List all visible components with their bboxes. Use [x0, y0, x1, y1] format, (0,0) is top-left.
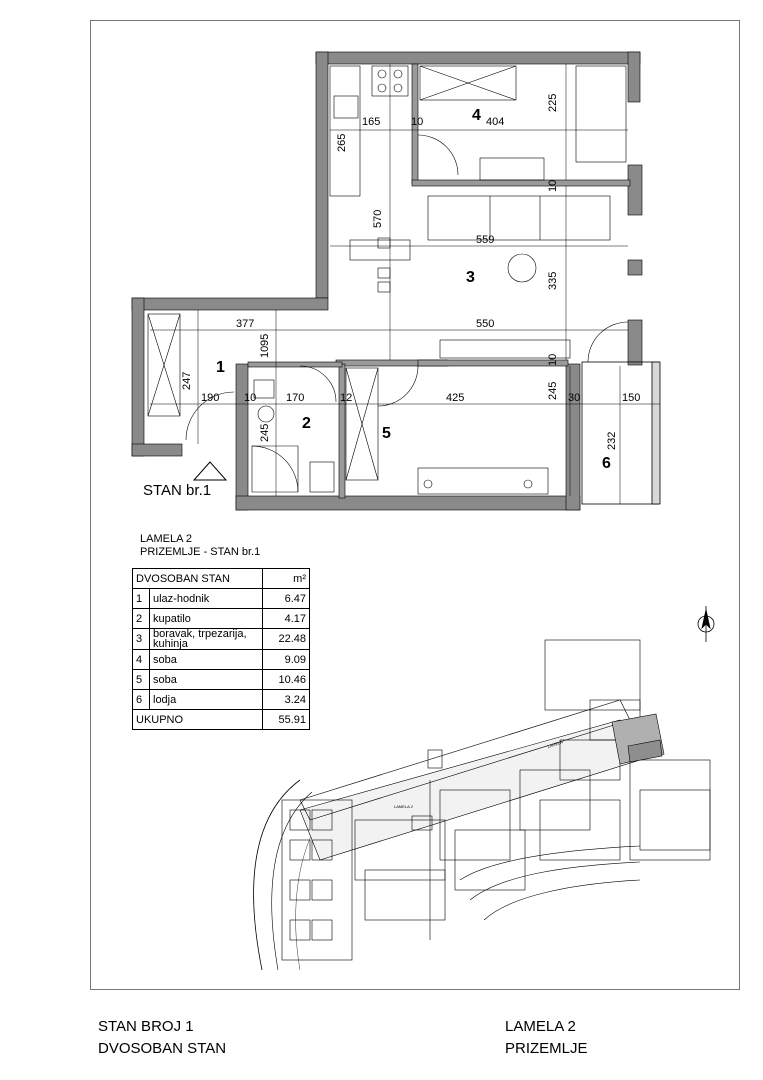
wall-room5-right	[566, 364, 580, 510]
washing-machine	[310, 462, 334, 492]
dim-label: 10	[411, 116, 424, 128]
north-arrow-icon	[698, 606, 714, 642]
row-name: kupatilo	[150, 609, 263, 629]
dim-label: 404	[486, 116, 505, 128]
dim-label: 247	[181, 371, 193, 390]
room-number-1: 1	[216, 359, 225, 376]
dim-label: 232	[606, 431, 618, 450]
bed-room4	[576, 66, 626, 162]
total-area: 55.91	[263, 710, 310, 730]
footer-left	[98, 1016, 226, 1060]
row-area: 6.47	[263, 589, 310, 609]
loggia-railing	[652, 362, 660, 504]
dim-label: 170	[286, 392, 305, 404]
site-plan	[254, 640, 710, 970]
apartment-label: STAN br.1	[143, 482, 212, 499]
row-name: ulaz-hodnik	[150, 589, 263, 609]
dim-label: 559	[476, 234, 495, 246]
coffee-table	[508, 254, 536, 282]
wall-bath-top	[248, 362, 342, 367]
row-name: lodja	[150, 690, 263, 710]
wall-right-mid2	[628, 260, 642, 275]
row-number: 4	[133, 650, 150, 670]
wall-bath-left	[236, 364, 248, 510]
wall-kitchen-left	[316, 52, 328, 298]
kitchen-counter	[330, 66, 360, 196]
lamela-header	[140, 533, 260, 559]
row-number: 3	[133, 629, 150, 650]
washbasin	[258, 406, 274, 422]
kitchen-sink	[334, 96, 358, 118]
dim-label: 150	[622, 392, 641, 404]
footer-right-line1: LAMELA 2	[505, 1018, 576, 1035]
dim-label: 245	[259, 423, 271, 442]
wall-bottom	[236, 496, 580, 510]
row-number: 1	[133, 589, 150, 609]
area-table	[132, 568, 310, 730]
dim-label: 265	[336, 133, 348, 152]
site-lamela-label: LAMELA 2	[394, 804, 413, 809]
wall-entry-top	[132, 298, 328, 310]
room-number-3: 3	[466, 269, 475, 286]
dim-label: 550	[476, 318, 495, 330]
row-area: 10.46	[263, 670, 310, 690]
table-unit: m²	[263, 569, 310, 589]
table-total-row	[133, 710, 310, 730]
dim-label: 425	[446, 392, 465, 404]
table-title: DVOSOBAN STAN	[133, 569, 263, 589]
wall-right-low	[628, 320, 642, 365]
dim-label: 190	[201, 392, 220, 404]
row-name: soba	[150, 650, 263, 670]
dim-label: 335	[547, 271, 559, 290]
dim-label: 10	[547, 353, 559, 366]
footer-left-line1: STAN BROJ 1	[98, 1018, 194, 1035]
wall-room4-bottom	[412, 180, 630, 186]
wall-entry-bottom	[132, 444, 182, 456]
dim-label: 245	[547, 381, 559, 400]
wall-right-upper	[628, 52, 640, 102]
wall-bath-right	[339, 364, 345, 498]
row-name-line2: kuhinja	[153, 638, 188, 650]
table-row	[133, 650, 310, 670]
dim-label: 10	[259, 345, 271, 358]
lamela-header-line1: LAMELA 2	[140, 533, 192, 545]
wall-top	[316, 52, 640, 64]
wall-entry-left	[132, 298, 144, 456]
site-lamela-label-small: LAMELA	[546, 739, 564, 749]
table-row	[133, 690, 310, 710]
lamela-header-line2: PRIZEMLJE - STAN br.1	[140, 546, 261, 558]
dim-label: 570	[372, 209, 384, 228]
table-row	[133, 629, 310, 650]
wall-right-mid	[628, 165, 642, 215]
sofa	[428, 196, 610, 240]
row-number: 6	[133, 690, 150, 710]
dim-label: 165	[362, 116, 381, 128]
row-area: 3.24	[263, 690, 310, 710]
row-area: 9.09	[263, 650, 310, 670]
table-header-row	[133, 569, 310, 589]
entrance-triangle-icon	[194, 462, 226, 480]
dim-label: 377	[236, 318, 255, 330]
row-area: 22.48	[263, 629, 310, 650]
toilet	[254, 380, 274, 398]
row-name-line1: boravak, trpezarija,	[153, 628, 247, 640]
table-row	[133, 589, 310, 609]
dim-label: 95	[259, 333, 271, 346]
row-area: 4.17	[263, 609, 310, 629]
table-row	[133, 670, 310, 690]
row-name	[150, 629, 263, 650]
room-number-2: 2	[302, 415, 311, 432]
wall-room5-top	[418, 360, 568, 366]
room-number-5: 5	[382, 425, 391, 442]
footer-right-line2: PRIZEMLJE	[505, 1040, 588, 1057]
room-number-4: 4	[472, 107, 481, 124]
bed-room5	[418, 468, 548, 494]
row-number: 5	[133, 670, 150, 690]
dim-label: 10	[244, 392, 257, 404]
room-number-6: 6	[602, 455, 611, 472]
dim-label: 10	[547, 179, 559, 192]
dim-label: 225	[547, 93, 559, 112]
row-name: soba	[150, 670, 263, 690]
total-label: UKUPNO	[133, 710, 263, 730]
footer-left-line2: DVOSOBAN STAN	[98, 1040, 227, 1057]
row-number: 2	[133, 609, 150, 629]
dim-label: 30	[568, 392, 581, 404]
footer-right	[505, 1016, 588, 1060]
table-row	[133, 609, 310, 629]
dim-label: 12	[340, 392, 353, 404]
